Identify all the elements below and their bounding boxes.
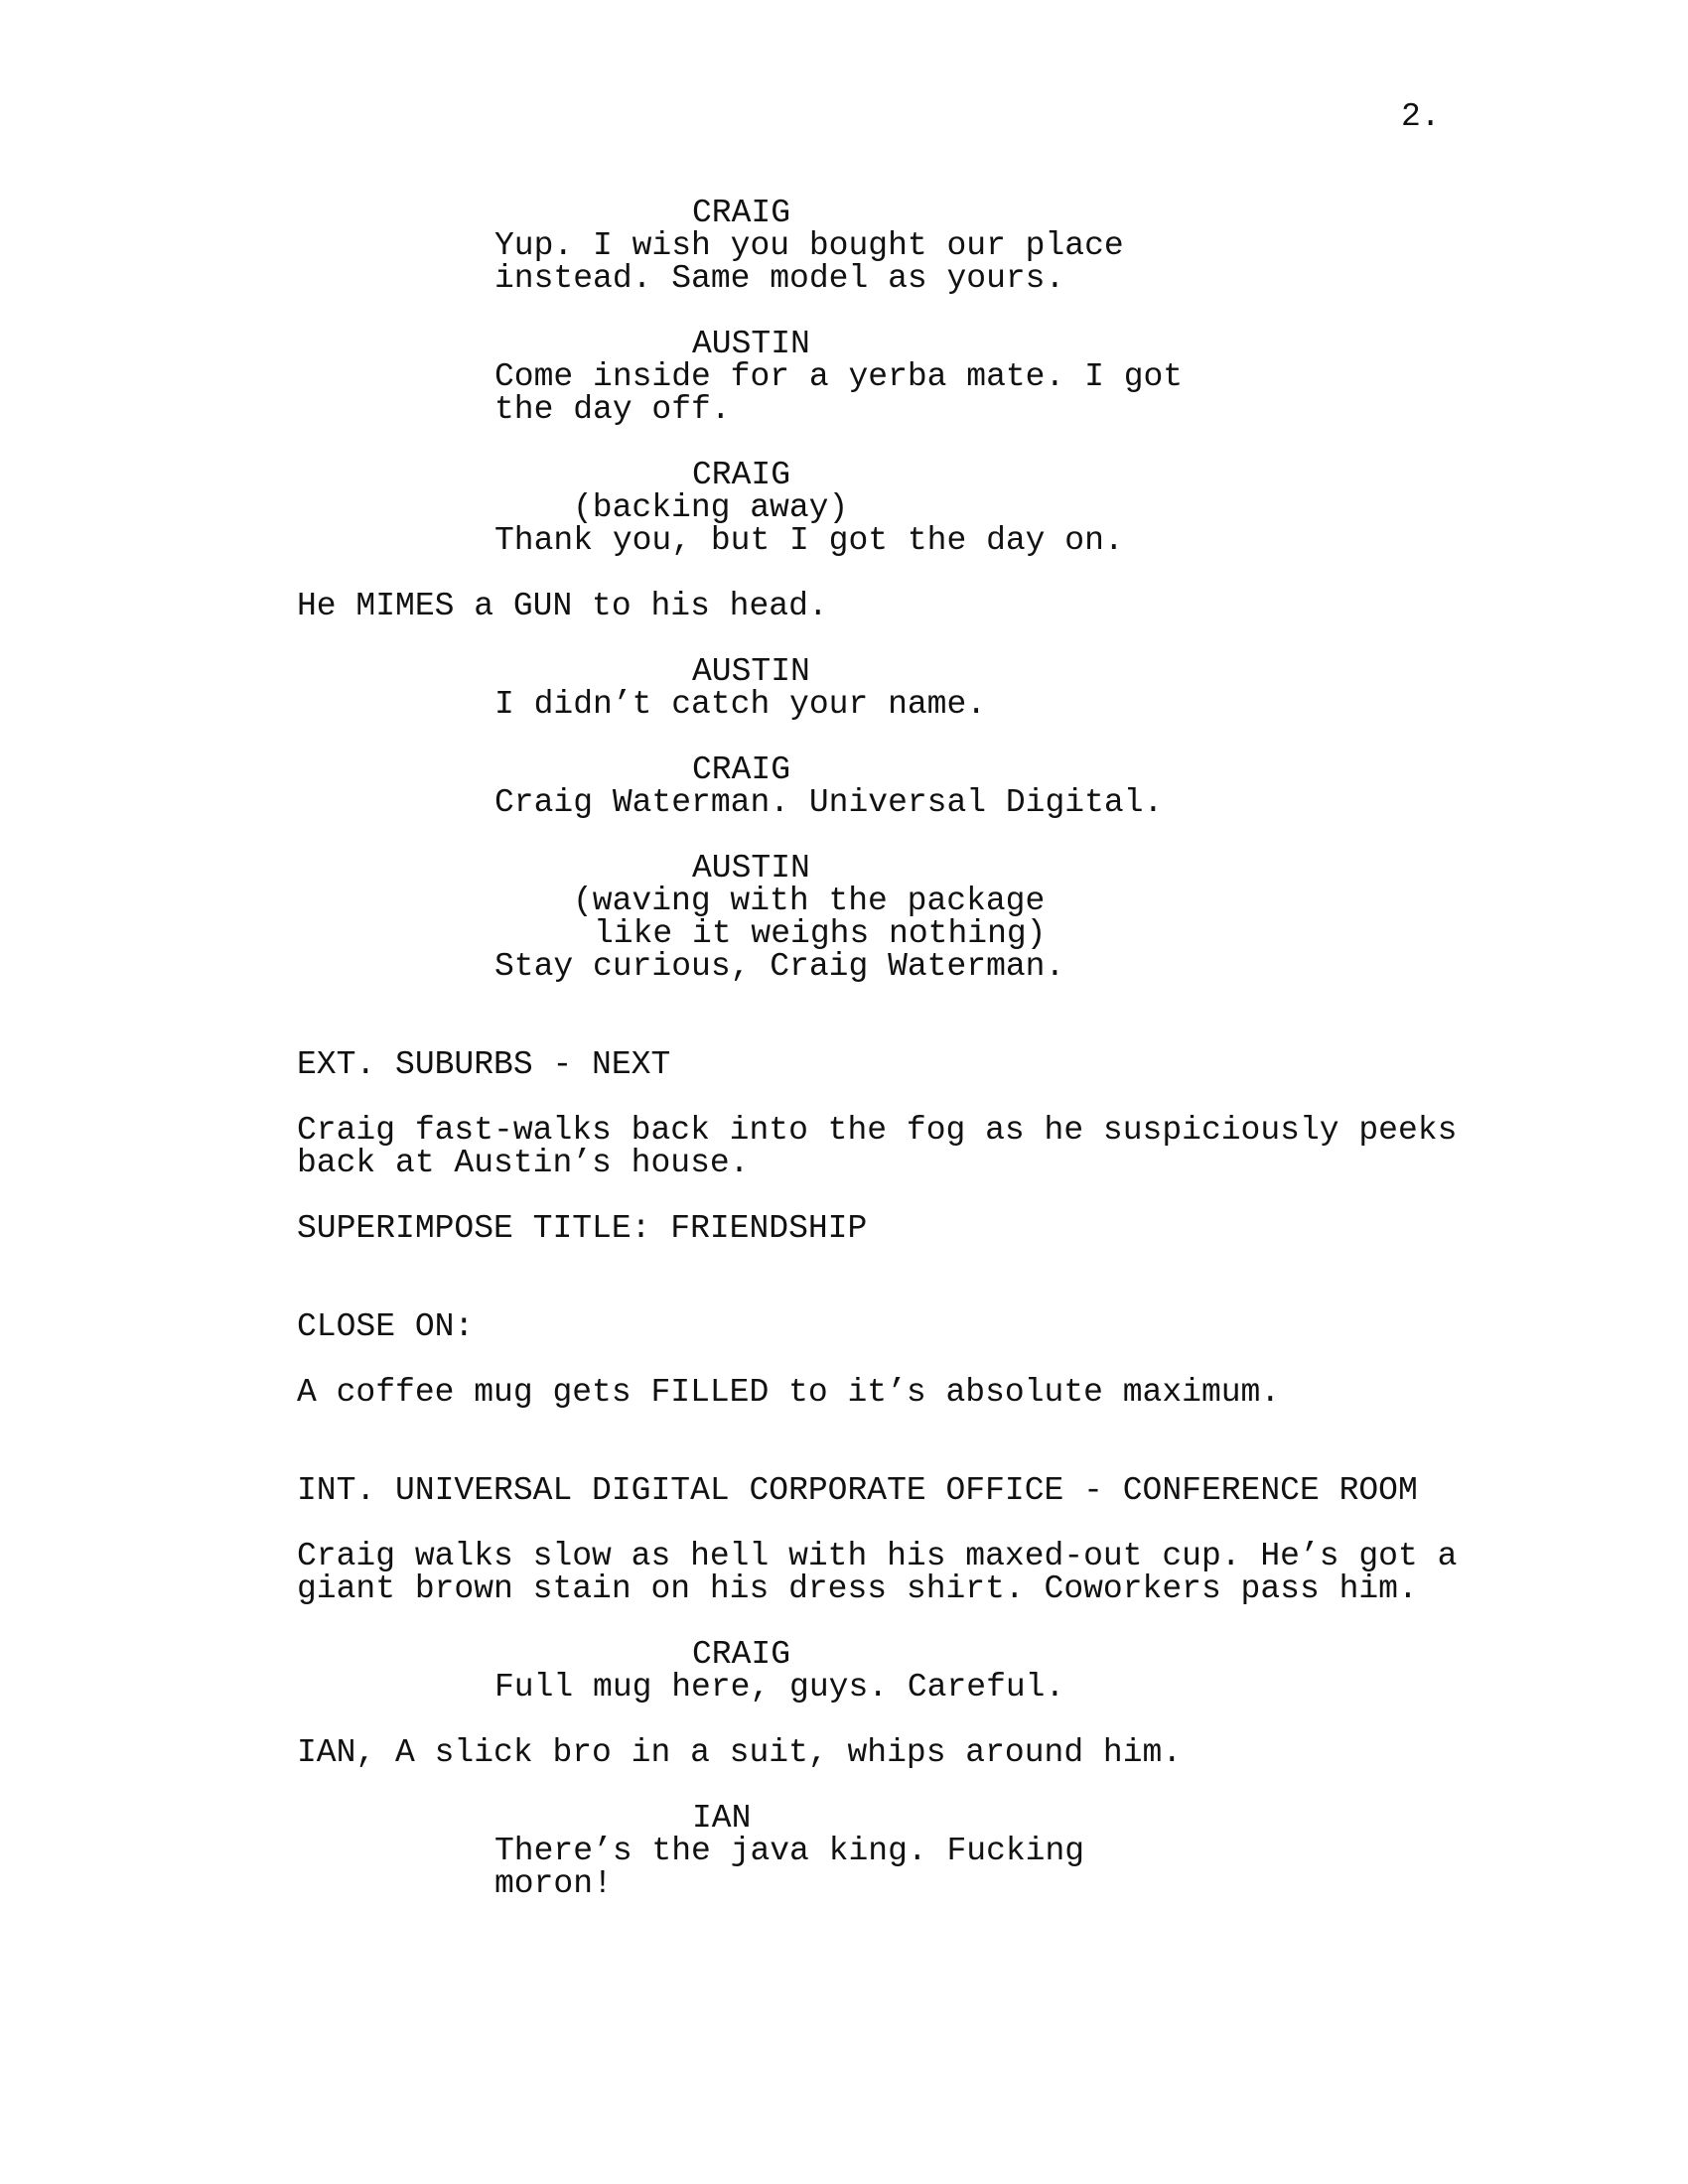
dialogue-line: instead. Same model as yours. (494, 260, 1065, 297)
character-cue: AUSTIN (692, 850, 810, 887)
dialogue-line: Thank you, but I got the day on. (494, 522, 1124, 559)
parenthetical-line: (waving with the package (573, 883, 1046, 919)
dialogue-line: Craig Waterman. Universal Digital. (494, 784, 1164, 821)
character-cue: CRAIG (692, 457, 791, 493)
dialogue-line: Stay curious, Craig Waterman. (494, 948, 1065, 985)
action-line: Craig walks slow as hell with his maxed-out cup. He’s got a (297, 1538, 1458, 1574)
character-cue: CRAIG (692, 751, 791, 788)
action-line: IAN, A slick bro in a suit, whips around him. (297, 1734, 1183, 1771)
dialogue-line: There’s the java king. Fucking (494, 1833, 1085, 1869)
dialogue-line: moron! (494, 1865, 613, 1902)
page-number: 2. (1401, 98, 1441, 135)
action-line: A coffee mug gets FILLED to it’s absolute maximum. (297, 1374, 1281, 1411)
parenthetical-line: like it weighs nothing) (594, 915, 1047, 952)
action-line: giant brown stain on his dress shirt. Coworkers pass him. (297, 1570, 1418, 1607)
character-cue: AUSTIN (692, 653, 810, 690)
dialogue-line: Yup. I wish you bought our place (494, 227, 1124, 264)
character-cue: CRAIG (692, 195, 791, 231)
action-line: SUPERIMPOSE TITLE: FRIENDSHIP (297, 1210, 868, 1247)
dialogue-line: the day off. (494, 391, 731, 428)
action-line: He MIMES a GUN to his head. (297, 588, 828, 624)
scene-heading: INT. UNIVERSAL DIGITAL CORPORATE OFFICE - CONFERENCE ROOM (297, 1472, 1418, 1509)
character-cue: AUSTIN (692, 326, 810, 362)
action-line: CLOSE ON: (297, 1308, 475, 1345)
parenthetical-line: (backing away) (573, 489, 849, 526)
action-line: Craig fast-walks back into the fog as he suspiciously peeks (297, 1112, 1458, 1149)
dialogue-line: Come inside for a yerba mate. I got (494, 358, 1184, 395)
dialogue-line: I didn’t catch your name. (494, 686, 987, 723)
scene-heading: EXT. SUBURBS - NEXT (297, 1046, 671, 1083)
action-line: back at Austin’s house. (297, 1145, 750, 1181)
character-cue: IAN (692, 1800, 752, 1837)
dialogue-line: Full mug here, guys. Careful. (494, 1669, 1065, 1706)
character-cue: CRAIG (692, 1636, 791, 1673)
